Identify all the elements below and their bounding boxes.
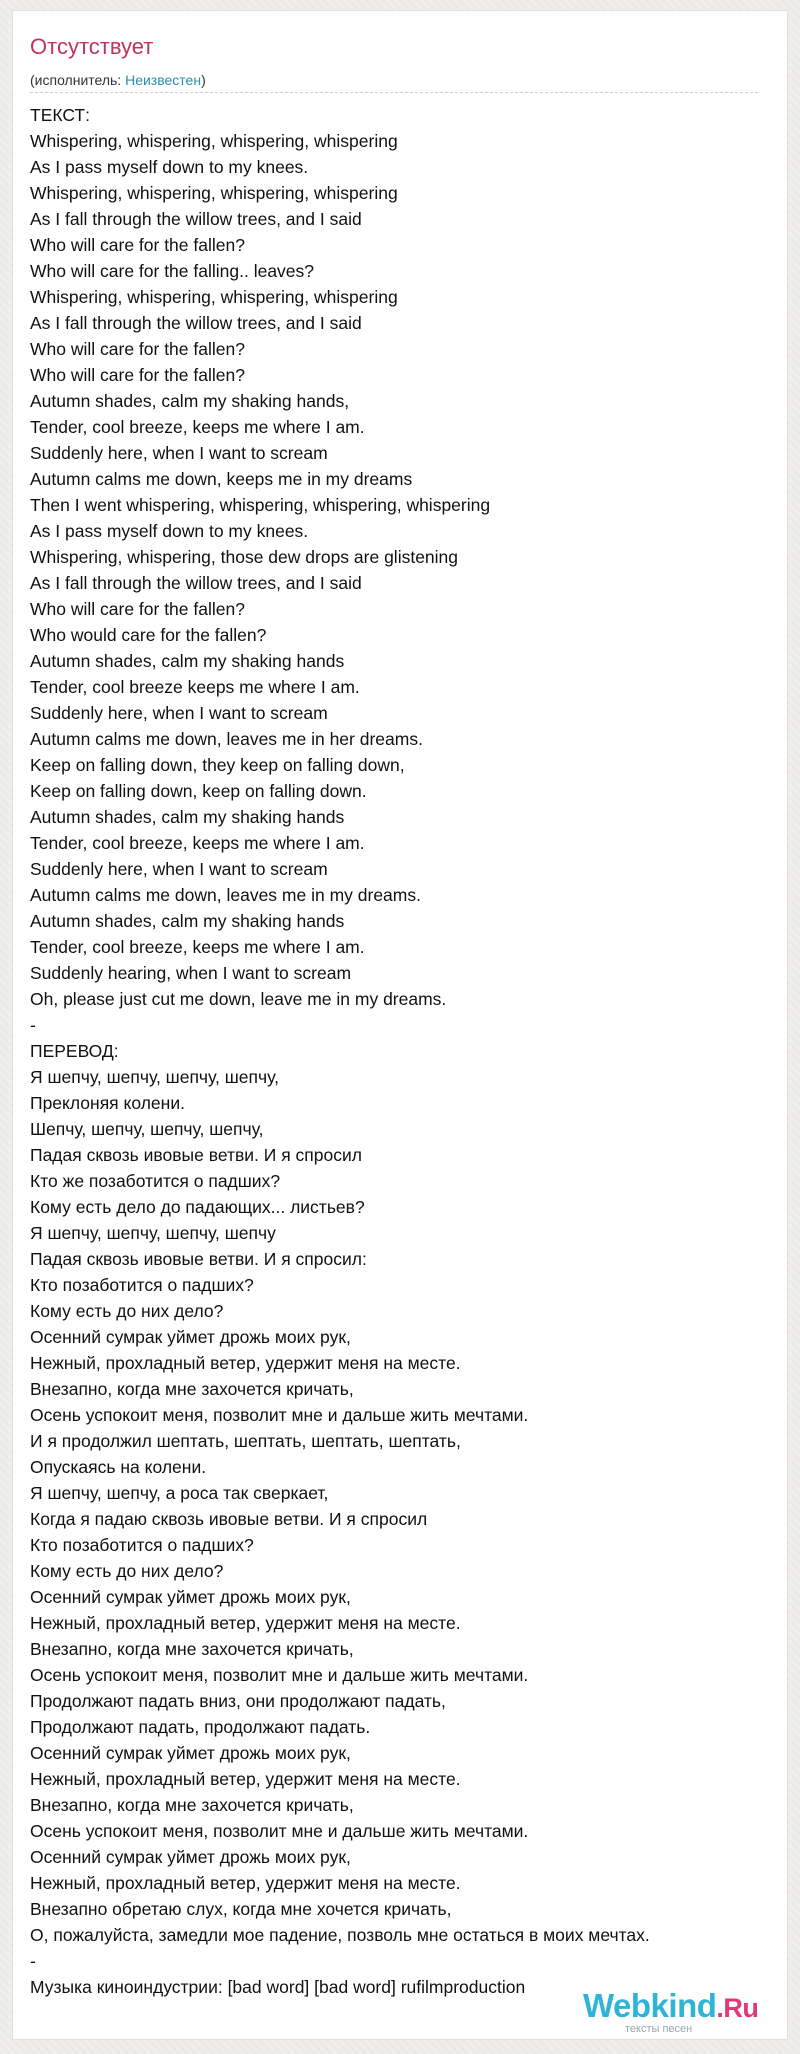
lyric-line: О, пожалуйста, замедли мое падение, позволь мне остаться в моих мечтах.	[30, 1925, 650, 1945]
lyric-line: Autumn shades, calm my shaking hands	[30, 911, 345, 931]
lyric-line: Осень успокоит меня, позволит мне и дальше жить мечтами.	[30, 1821, 529, 1841]
lyric-line: Oh, please just cut me down, leave me in my dreams.	[30, 989, 447, 1009]
lyric-line: Tender, cool breeze, keeps me where I am.	[30, 833, 365, 853]
logo-domain-text: .Ru	[716, 1993, 759, 2023]
lyric-line: Whispering, whispering, whispering, whispering	[30, 287, 398, 307]
lyric-line: Опускаясь на колени.	[30, 1457, 207, 1477]
logo-tagline: тексты песен	[625, 2023, 693, 2035]
lyric-line: Autumn shades, calm my shaking hands,	[30, 391, 350, 411]
lyric-line: Кому есть до них дело?	[30, 1301, 224, 1321]
lyric-line: Suddenly here, when I want to scream	[30, 443, 328, 463]
lyrics-text	[30, 102, 770, 2000]
lyric-line: Tender, cool breeze, keeps me where I am.	[30, 937, 365, 957]
lyric-line: Я шепчу, шепчу, шепчу, шепчу,	[30, 1067, 279, 1087]
lyric-line: Когда я падаю сквозь ивовые ветви. И я спросил	[30, 1509, 428, 1529]
lyric-line: Кто позаботится о падших?	[30, 1275, 254, 1295]
lyric-line: Autumn shades, calm my shaking hands	[30, 807, 345, 827]
lyric-line: Падая сквозь ивовые ветви. И я спросил:	[30, 1249, 367, 1269]
lyric-line: Suddenly hearing, when I want to scream	[30, 963, 352, 983]
lyric-line: Keep on falling down, keep on falling down.	[30, 781, 367, 801]
artist-line	[30, 71, 206, 89]
lyric-line: Осень успокоит меня, позволит мне и дальше жить мечтами.	[30, 1665, 529, 1685]
lyric-line: ПЕРЕВОД:	[30, 1041, 119, 1061]
lyric-line: Шепчу, шепчу, шепчу, шепчу,	[30, 1119, 264, 1139]
lyric-line: Преклоняя колени.	[30, 1093, 185, 1113]
lyric-line: Suddenly here, when I want to scream	[30, 703, 328, 723]
logo-wordmark	[583, 1988, 758, 2026]
lyric-line: Who will care for the fallen?	[30, 599, 245, 619]
lyric-line: Tender, cool breeze, keeps me where I am.	[30, 417, 365, 437]
lyric-line: ТЕКСТ:	[30, 105, 90, 125]
logo-main-text: Webkind	[583, 1987, 717, 2024]
lyric-line: Я шепчу, шепчу, шепчу, шепчу	[30, 1223, 276, 1243]
lyric-line: Tender, cool breeze keeps me where I am.	[30, 677, 360, 697]
header-divider	[30, 92, 758, 93]
lyric-line: Who would care for the fallen?	[30, 625, 267, 645]
lyric-line: Нежный, прохладный ветер, удержит меня на месте.	[30, 1353, 461, 1373]
lyric-line: Who will care for the falling.. leaves?	[30, 261, 315, 281]
lyric-line: Кто же позаботится о падших?	[30, 1171, 281, 1191]
artist-prefix: (исполнитель:	[30, 72, 126, 88]
lyric-line: Autumn calms me down, keeps me in my dreams	[30, 469, 413, 489]
lyric-line: Нежный, прохладный ветер, удержит меня на месте.	[30, 1769, 461, 1789]
lyric-line: As I fall through the willow trees, and I said	[30, 313, 362, 333]
webkind-logo[interactable]	[583, 1988, 783, 2038]
lyric-line: As I fall through the willow trees, and I said	[30, 209, 362, 229]
lyric-line: Then I went whispering, whispering, whispering, whispering	[30, 495, 491, 515]
lyric-line: Внезапно, когда мне захочется кричать,	[30, 1379, 354, 1399]
lyric-line: Продолжают падать, продолжают падать.	[30, 1717, 371, 1737]
lyric-line: Кому есть до них дело?	[30, 1561, 224, 1581]
lyric-line: Autumn calms me down, leaves me in her dreams.	[30, 729, 423, 749]
lyric-line: Внезапно, когда мне захочется кричать,	[30, 1795, 354, 1815]
lyric-line: Who will care for the fallen?	[30, 339, 245, 359]
lyric-line: Whispering, whispering, whispering, whispering	[30, 183, 398, 203]
lyric-line: Я шепчу, шепчу, а роса так сверкает,	[30, 1483, 329, 1503]
lyric-line: Autumn calms me down, leaves me in my dreams.	[30, 885, 421, 905]
lyric-line: Кому есть дело до падающих... листьев?	[30, 1197, 365, 1217]
song-title: Отсутствует	[30, 34, 154, 59]
lyric-line: Падая сквозь ивовые ветви. И я спросил	[30, 1145, 362, 1165]
lyric-line: Осенний сумрак уймет дрожь моих рук,	[30, 1743, 351, 1763]
lyric-line: И я продолжил шептать, шептать, шептать, шептать,	[30, 1431, 461, 1451]
lyric-line: Who will care for the fallen?	[30, 365, 245, 385]
lyric-line: Autumn shades, calm my shaking hands	[30, 651, 345, 671]
lyric-line: Осенний сумрак уймет дрожь моих рук,	[30, 1847, 351, 1867]
lyric-line: As I fall through the willow trees, and I said	[30, 573, 362, 593]
lyric-line: Продолжают падать вниз, они продолжают падать,	[30, 1691, 446, 1711]
lyric-line: Whispering, whispering, those dew drops are glistening	[30, 547, 459, 567]
lyric-line: Осенний сумрак уймет дрожь моих рук,	[30, 1327, 351, 1347]
lyric-line: Кто позаботится о падших?	[30, 1535, 254, 1555]
lyric-line: -	[30, 1951, 36, 1971]
lyric-line: As I pass myself down to my knees.	[30, 521, 309, 541]
lyric-line: Осенний сумрак уймет дрожь моих рук,	[30, 1587, 351, 1607]
lyric-line: Нежный, прохладный ветер, удержит меня на месте.	[30, 1873, 461, 1893]
lyric-line: As I pass myself down to my knees.	[30, 157, 309, 177]
lyric-line: Keep on falling down, they keep on falling down,	[30, 755, 405, 775]
lyric-line: Внезапно обретаю слух, когда мне хочется кричать,	[30, 1899, 452, 1919]
lyric-line: Внезапно, когда мне захочется кричать,	[30, 1639, 354, 1659]
artist-link[interactable]: Неизвестен	[125, 72, 202, 88]
lyric-line: -	[30, 1015, 36, 1035]
artist-suffix: )	[201, 72, 206, 88]
lyric-line: Нежный, прохладный ветер, удержит меня на месте.	[30, 1613, 461, 1633]
lyric-line: Who will care for the fallen?	[30, 235, 245, 255]
lyric-line: Whispering, whispering, whispering, whispering	[30, 131, 398, 151]
lyric-line: Suddenly here, when I want to scream	[30, 859, 328, 879]
lyric-line: Осень успокоит меня, позволит мне и дальше жить мечтами.	[30, 1405, 529, 1425]
lyric-line: Музыка киноиндустрии: [bad word] [bad word] rufilmproduction	[30, 1977, 526, 1997]
